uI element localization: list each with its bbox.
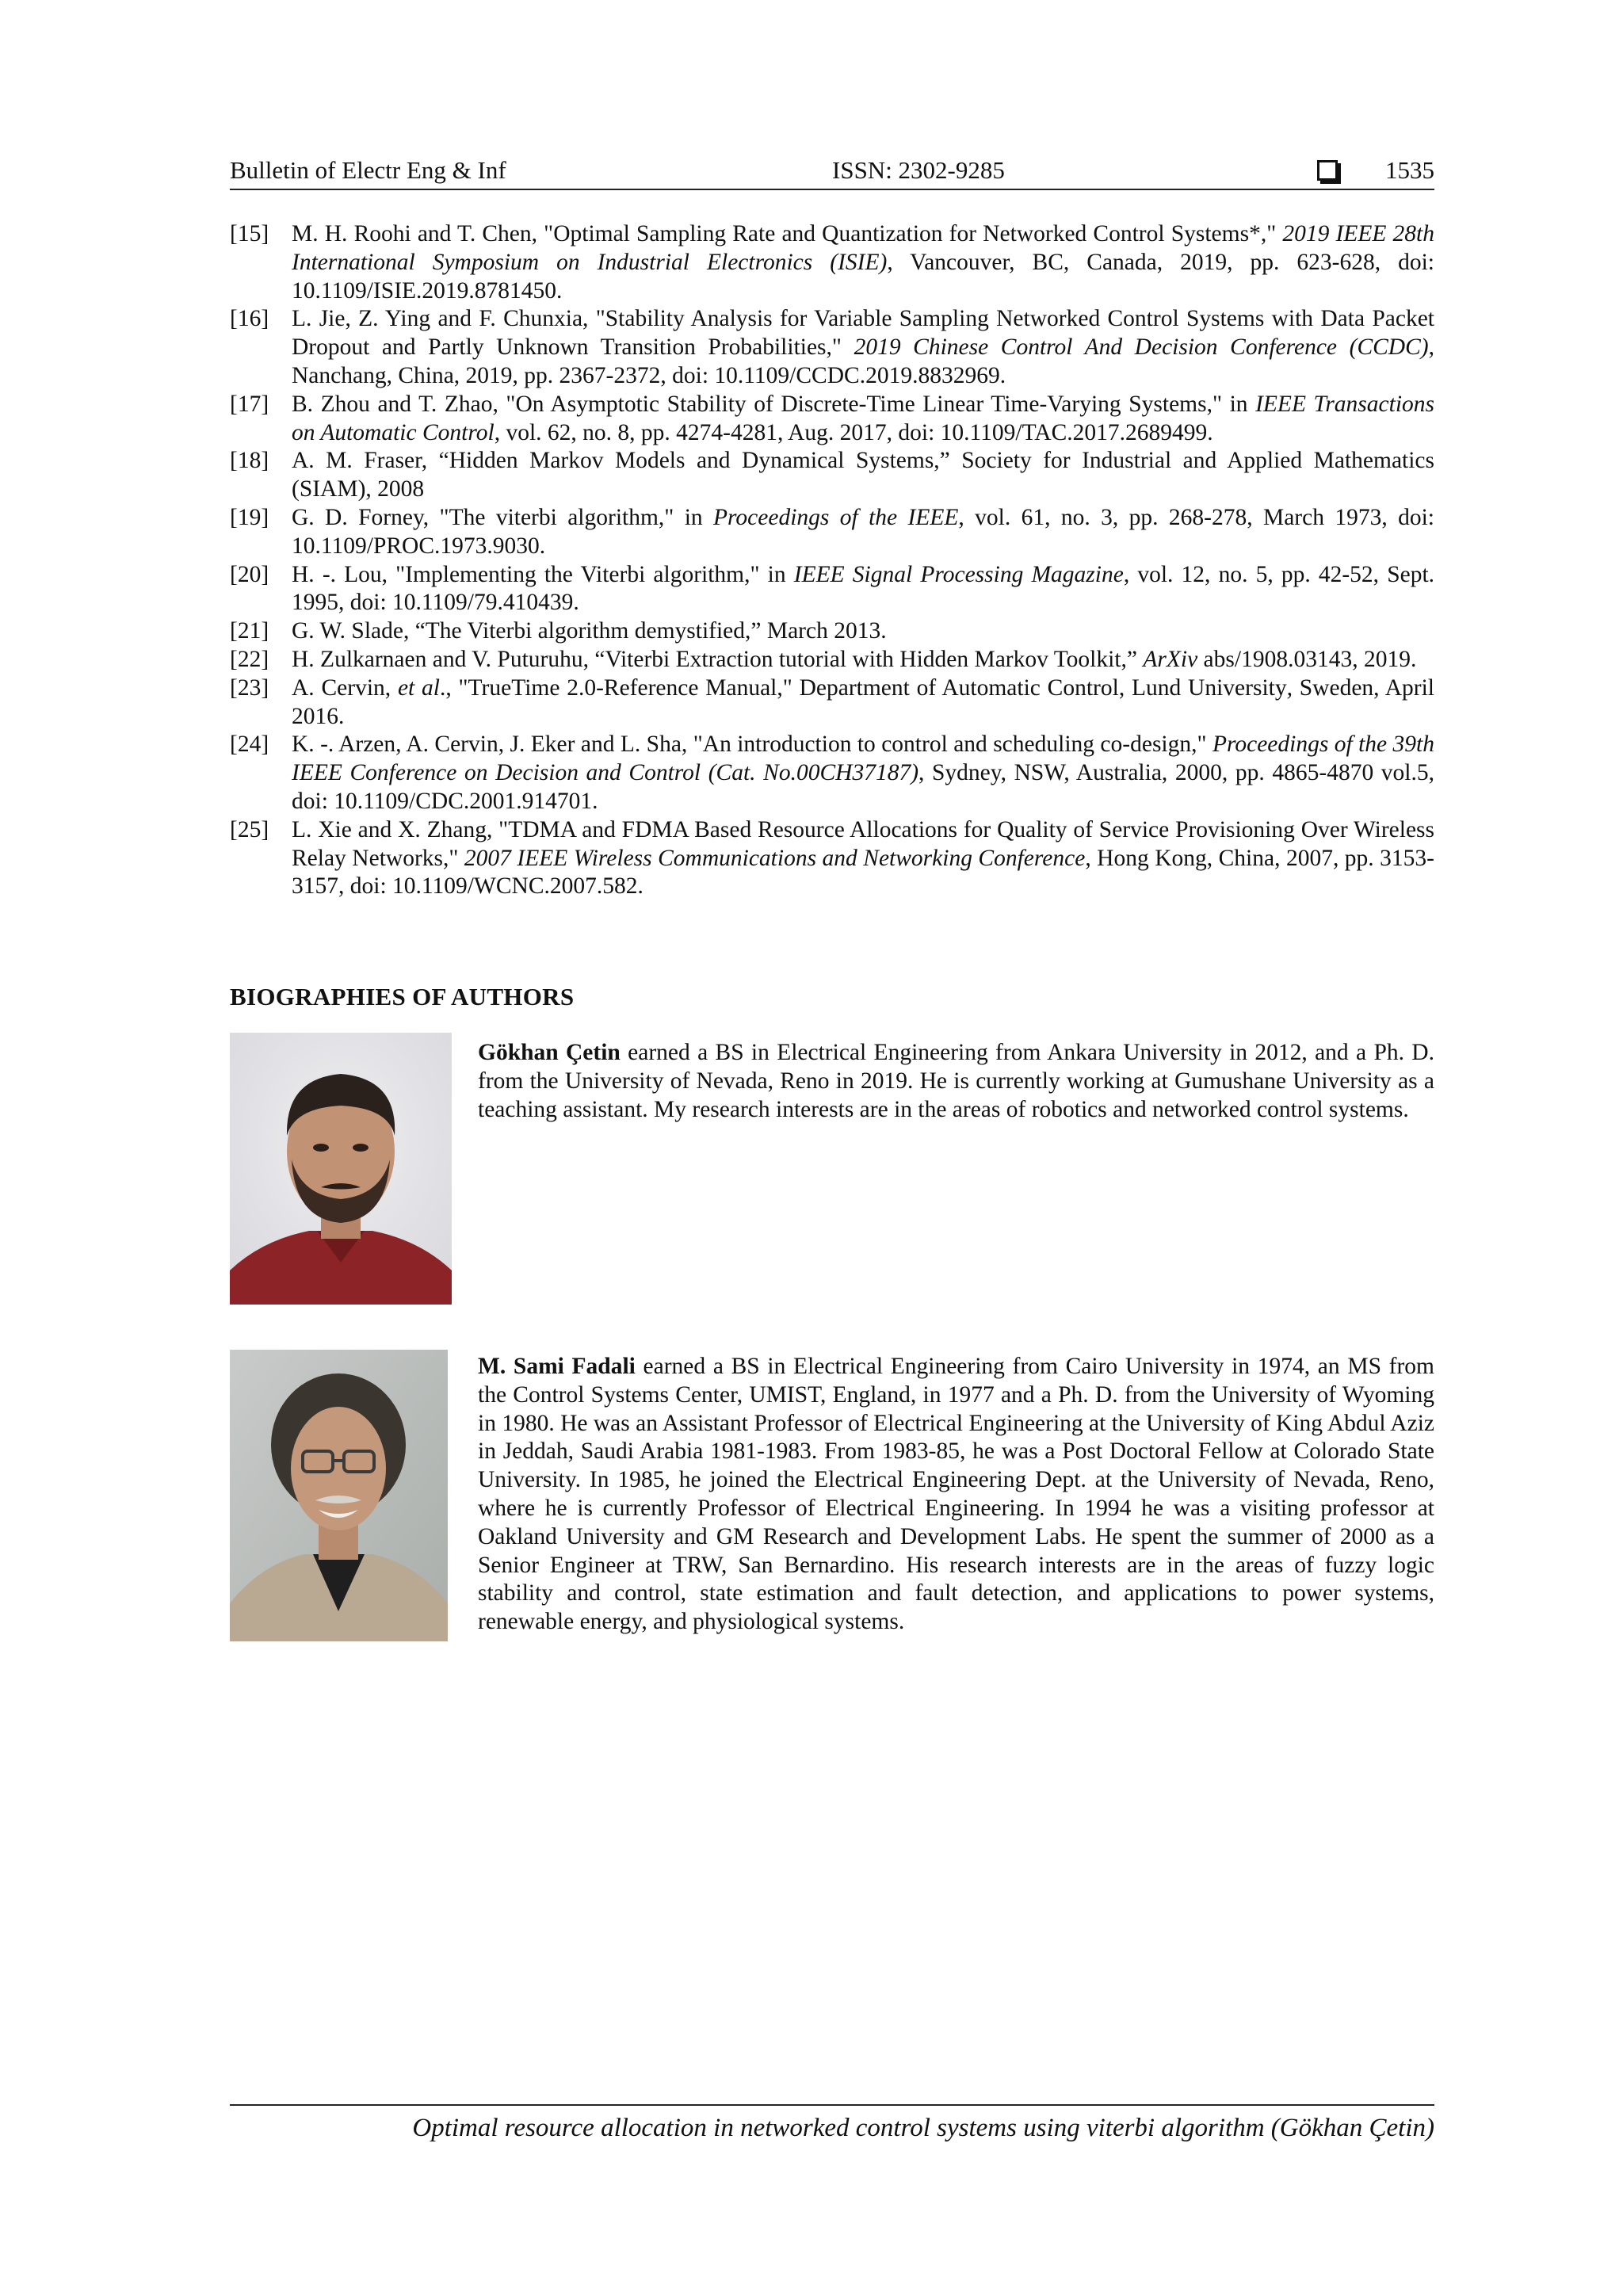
reference-item [230,731,1434,816]
author-description-1: earned a BS in Electrical Engineering from Ankara University in 2012, and a Ph. D. from the University of Nevada, Reno in 2019. He is currently working at Gumushane University as a teaching assistant. My research interests are in the areas of robotics and networked control systems. [478,1040,1434,1122]
reference-segment: ., "TrueTime 2.0-Reference Manual," Department of Automatic Control, Lund University [439,674,1287,701]
reference-number: [18] [230,448,269,474]
reference-number: [22] [230,646,269,672]
author-name-2: M. Sami Fadali [478,1354,636,1379]
reference-number: [16] [230,306,269,332]
reference-number: [19] [230,504,269,530]
footer-title: Optimal resource allocation in networked control systems using viterbi algorithm (Gökhan Çetin) [412,2114,1434,2142]
reference-item [230,391,1434,448]
reference-text [292,817,1434,900]
reference-venue: 2007 IEEE Wireless Communications and Networking Conference [464,845,1086,871]
reference-text [292,732,1434,814]
reference-list [230,220,1434,901]
reference-segment: A. Cervin, [292,674,398,701]
page-header: Bulletin of Electr Eng & Inf ISSN: 2302-9285 1535 [230,152,1434,190]
reference-item [230,447,1434,504]
reference-number: [15] [230,221,269,246]
reference-segment: G. D. Forney, "The viterbi algorithm," in [292,504,714,530]
reference-venue: IEEE Transactions on Automatic Control [292,391,1434,445]
reference-venue: et al [397,674,440,701]
reference-item [230,220,1434,305]
reference-venue: Proceedings of the IEEE [713,504,959,530]
reference-text [292,221,1434,304]
reference-text [292,618,887,644]
author-name-1: Gökhan Çetin [478,1040,621,1065]
reference-segment: , vol. 62, no. 8, pp. 4274-4281, Aug. 2017, doi: 10.1109/TAC.2017.2689499. [494,419,1213,445]
reference-segment: , Hong Kong, China, 2007, pp. 3153-3157, doi: 10.1109/WCNC.2007.582. [292,845,1434,900]
reference-text [292,306,1434,388]
reference-venue: ArXiv [1143,646,1198,672]
page-box-icon [1317,160,1338,181]
journal-name: Bulletin of Electr Eng & Inf [230,156,506,184]
reference-segment: K. -. Arzen, A. Cervin, J. Eker and L. Sha, "An introduction to control and scheduling co-design," [292,732,1212,758]
reference-venue: , [1286,674,1293,701]
reference-segment: , vol. 61, no. 3, pp. 268-278, March 1973, doi: 10.1109/PROC.1973.9030. [292,504,1434,559]
reference-number: [20] [230,561,269,587]
reference-number: [24] [230,732,269,758]
reference-item [230,674,1434,732]
reference-segment: L. Jie, Z. Ying and F. Chunxia, "Stability Analysis for Variable Sampling Networked Control Systems with Data Packet Dropout and Partly Unknown Transition Probabilities," [292,306,1434,361]
reference-segment: H. Zulkarnaen and V. Puturuhu, “Viterbi Extraction tutorial with Hidden Markov Toolkit,” [292,646,1144,672]
reference-text [292,675,1434,729]
reference-segment: G. W. Slade, “The Viterbi algorithm demystified,” March 2013. [292,618,887,644]
reference-item [230,504,1434,561]
reference-number: [21] [230,618,269,644]
reference-segment: L. Xie and X. Zhang, "TDMA and FDMA Based Resource Allocations for Quality of Service Provisioning Over Wireless Relay Networks," [292,816,1434,871]
author-bio-text-2 [478,1353,1434,1637]
author-bio-text-1 [478,1039,1434,1124]
author-bio-2 [230,1350,1434,1641]
reference-item [230,816,1434,901]
author-bio-1 [230,1033,1434,1305]
reference-venue: IEEE Signal Processing Magazine [793,561,1124,587]
reference-number: [25] [230,816,269,842]
reference-text [292,392,1434,445]
page-footer [230,2104,1434,2142]
reference-text [292,562,1434,616]
reference-segment: H. -. Lou, "Implementing the Viterbi algorithm," in [292,561,794,587]
reference-item [230,561,1434,618]
reference-number: [17] [230,391,269,417]
author-description-2: earned a BS in Electrical Engineering from Cairo University in 1974, an MS from the Control Systems Center, UMIST, England, in 1977 and a Ph. D. from the University of Wyoming in 1980. He was an Assistant Professor of Electrical Engineering at the University of King Abdul Aziz in Jeddah, Saudi Arabia 1981-1983. From 1983-85, he was a Post Doctoral Fellow at Colorado State University. In 1985, he joined the Electrical Engineering Dept. at the University of Nevada, Reno, where he is currently Professor of Electrical Engineering. In 1994 he was a visiting professor at Oakland University and GM Research and Development Labs. He spent the summer of 2000 as a Senior Engineer at TRW, San Bernardino. His research interests are in the areas of fuzzy logic stability and control, state estimation and fault detection, and applications to power systems, renewable energy, and physiological systems. [478,1354,1435,1635]
reference-segment: , vol. 12, no. 5, pp. 42-52, Sept. 1995, doi: 10.1109/79.410439. [292,561,1435,616]
reference-segment: abs/1908.03143, 2019. [1197,646,1417,672]
section-title: BIOGRAPHIES OF AUTHORS [230,983,575,1010]
reference-venue: 2019 Chinese Control And Decision Conference (CCDC) [854,334,1429,361]
reference-segment: , Vancouver, BC, Canada, 2019, pp. 623-628, doi: 10.1109/ISIE.2019.8781450. [292,249,1434,304]
reference-segment: , Sydney, NSW, Australia, 2000, pp. 4865-4870 vol.5, doi: 10.1109/CDC.2001.914701. [292,760,1434,814]
reference-venue: Proceedings of the 39th IEEE Conference on Decision and Control (Cat. No.00CH37187) [292,732,1434,786]
reference-segment: , Nanchang, China, 2019, pp. 2367-2372, doi: 10.1109/CCDC.2019.8832969. [292,334,1434,388]
reference-segment: Sweden, April 2016. [292,674,1434,729]
page-number: 1535 [1385,156,1434,184]
reference-item [230,305,1434,390]
reference-segment: A. M. Fraser, “Hidden Markov Models and Dynamical Systems,” Society for Industrial and Applied Mathematics (SIAM), 2008 [292,448,1434,502]
reference-text [292,448,1434,502]
reference-text [292,505,1434,559]
author-photo-1 [230,1033,452,1305]
reference-item [230,646,1434,674]
author-photo-2 [230,1350,448,1641]
reference-text [292,647,1416,672]
reference-number: [23] [230,674,269,701]
reference-segment: M. H. Roohi and T. Chen, "Optimal Sampling Rate and Quantization for Networked Control Systems*," [292,221,1283,246]
reference-item [230,617,1434,646]
reference-venue: 2019 IEEE 28th International Symposium on Industrial Electronics (ISIE) [292,221,1434,275]
reference-segment: B. Zhou and T. Zhao, "On Asymptotic Stability of Discrete-Time Linear Time-Varying Systems," in [292,391,1256,417]
